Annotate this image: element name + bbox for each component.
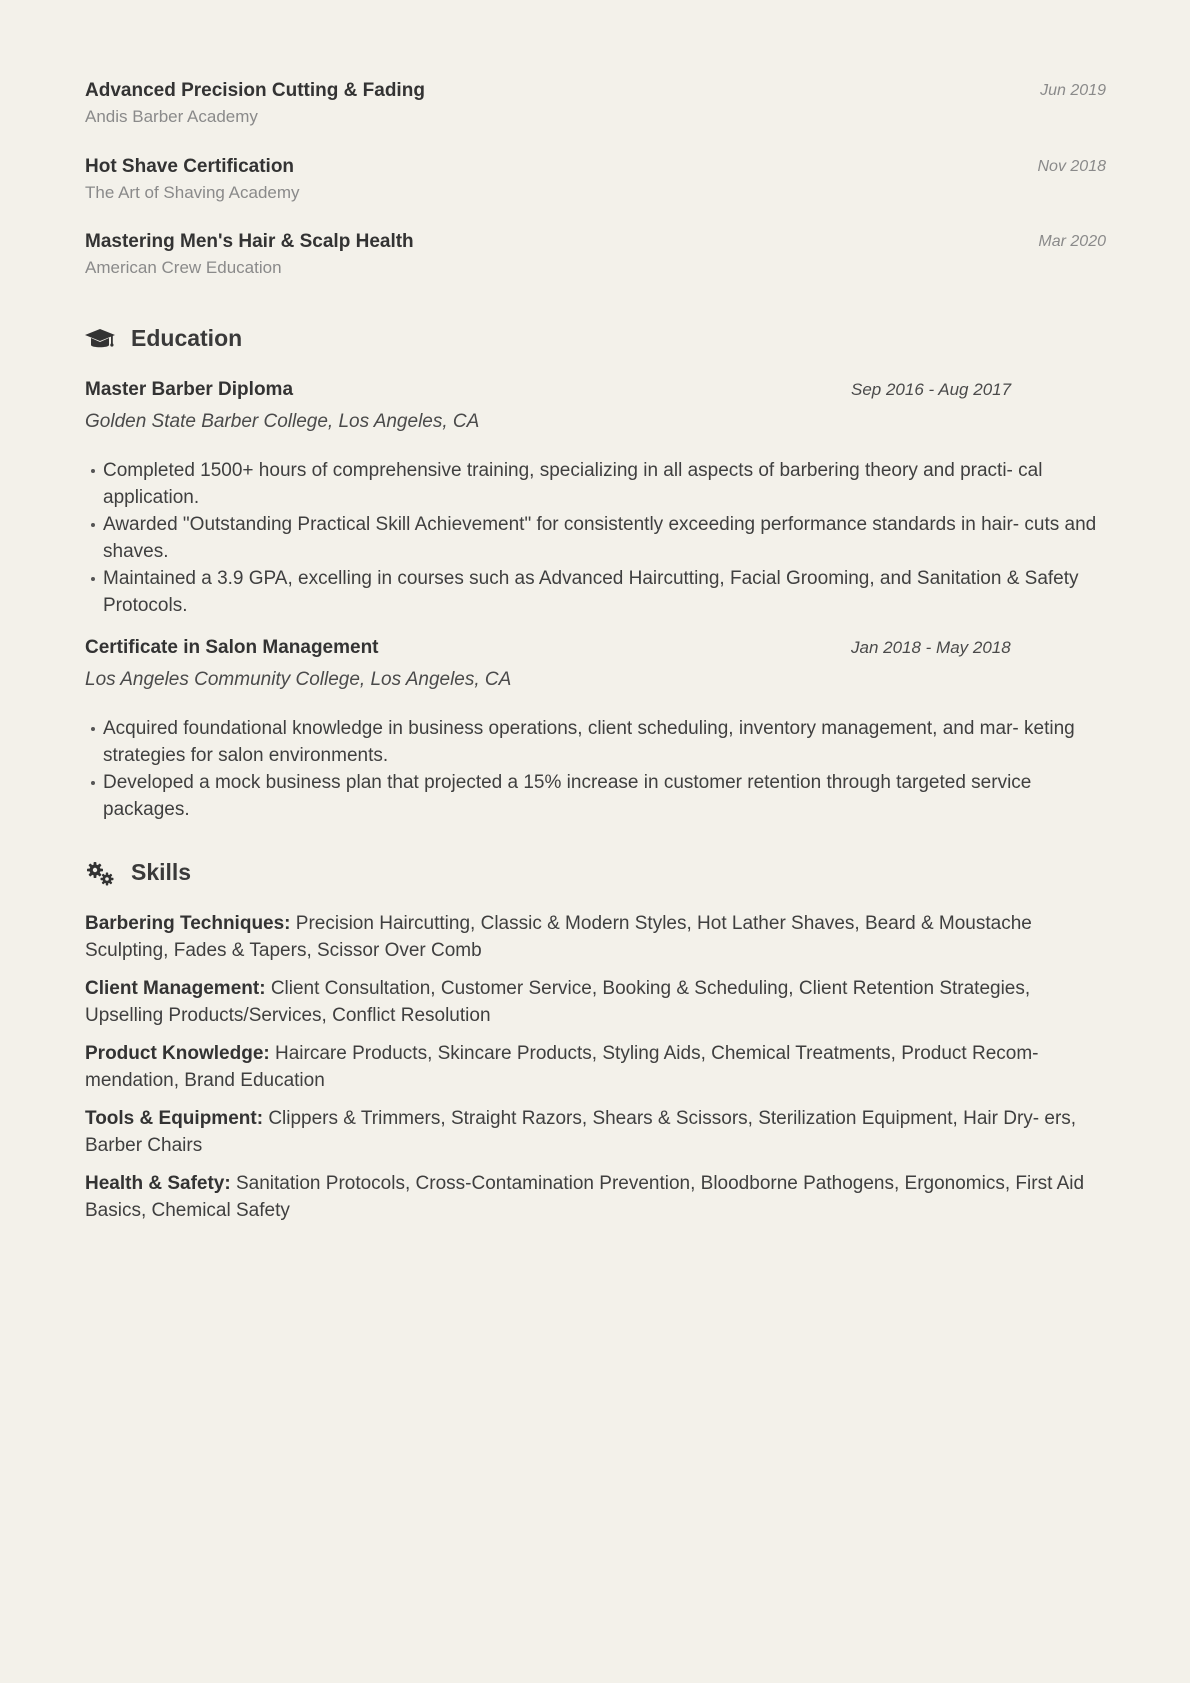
skill-label: Tools & Equipment: bbox=[85, 1108, 264, 1129]
skill-text: Precision Haircutting, Classic & Modern Styles, Hot Lather Shaves, Beard & Moustache Sculpting, Fades & Tapers, Scissor Over Comb bbox=[85, 913, 1032, 961]
certification-org: American Crew Education bbox=[85, 258, 282, 277]
certification-title: Advanced Precision Cutting & Fading bbox=[85, 80, 425, 101]
education-school: Golden State Barber College, Los Angeles, CA bbox=[85, 411, 480, 432]
list-item: Maintained a 3.9 GPA, excelling in courses such as Advanced Haircutting, Facial Grooming, and Sanitation & Safety Protocols. bbox=[103, 565, 1106, 619]
skills-header bbox=[85, 859, 485, 889]
skill-text: Haircare Products, Skincare Products, Styling Aids, Chemical Treatments, Product Recom- mendation, Brand Education bbox=[85, 1043, 1039, 1091]
education-bullets bbox=[85, 457, 1106, 619]
skill-row bbox=[85, 1105, 1106, 1159]
gears-icon bbox=[85, 861, 115, 887]
education-degree: Certificate in Salon Management bbox=[85, 637, 379, 658]
certification-org: Andis Barber Academy bbox=[85, 107, 258, 126]
skill-row bbox=[85, 1040, 1106, 1094]
list-item: Acquired foundational knowledge in business operations, client scheduling, inventory management, and mar- keting strategies for salon environments. bbox=[103, 715, 1106, 769]
education-date: Sep 2016 - Aug 2017 bbox=[851, 380, 1012, 399]
certification-date: Jun 2019 bbox=[1040, 82, 1106, 99]
education-school: Los Angeles Community College, Los Angeles, CA bbox=[85, 669, 512, 690]
education-bullets bbox=[85, 715, 1106, 823]
certification-org: The Art of Shaving Academy bbox=[85, 183, 300, 202]
education-date: Jan 2018 - May 2018 bbox=[851, 638, 1011, 657]
certification-title: Hot Shave Certification bbox=[85, 156, 295, 177]
skill-label: Health & Safety: bbox=[85, 1173, 231, 1194]
skill-text: Client Consultation, Customer Service, Booking & Scheduling, Client Retention Strategies, Upselling Products/Services, Conflict Resolution bbox=[85, 978, 1031, 1026]
certification-item bbox=[85, 231, 1106, 291]
skill-row bbox=[85, 910, 1106, 964]
skill-text: Clippers & Trimmers, Straight Razors, Shears & Scissors, Sterilization Equipment, Hair Dry- ers, Barber Chairs bbox=[85, 1108, 1077, 1156]
graduation-cap-icon bbox=[85, 327, 115, 353]
education-degree: Master Barber Diploma bbox=[85, 379, 294, 400]
certification-date: Nov 2018 bbox=[1037, 158, 1106, 175]
skill-row bbox=[85, 975, 1106, 1029]
skill-label: Client Management: bbox=[85, 978, 266, 999]
skills-heading: Skills bbox=[131, 859, 192, 885]
skill-text: Sanitation Protocols, Cross-Contamination Prevention, Bloodborne Pathogens, Ergonomics, First Aid Basics, Chemical Safety bbox=[85, 1173, 1085, 1221]
certification-item bbox=[85, 80, 1106, 140]
list-item: Completed 1500+ hours of comprehensive training, specializing in all aspects of barbering theory and practi- cal application. bbox=[103, 457, 1106, 511]
skill-label: Product Knowledge: bbox=[85, 1043, 270, 1064]
list-item: Developed a mock business plan that projected a 15% increase in customer retention through targeted service packages. bbox=[103, 769, 1106, 823]
certification-item bbox=[85, 156, 1106, 216]
skill-row bbox=[85, 1170, 1106, 1224]
education-heading: Education bbox=[131, 325, 243, 351]
list-item: Awarded "Outstanding Practical Skill Achievement" for consistently exceeding performance standards in hair- cuts and shaves. bbox=[103, 511, 1106, 565]
certification-date: Mar 2020 bbox=[1038, 233, 1106, 250]
certification-title: Mastering Men's Hair & Scalp Health bbox=[85, 231, 414, 252]
skill-label: Barbering Techniques: bbox=[85, 913, 291, 934]
education-header bbox=[85, 325, 485, 355]
